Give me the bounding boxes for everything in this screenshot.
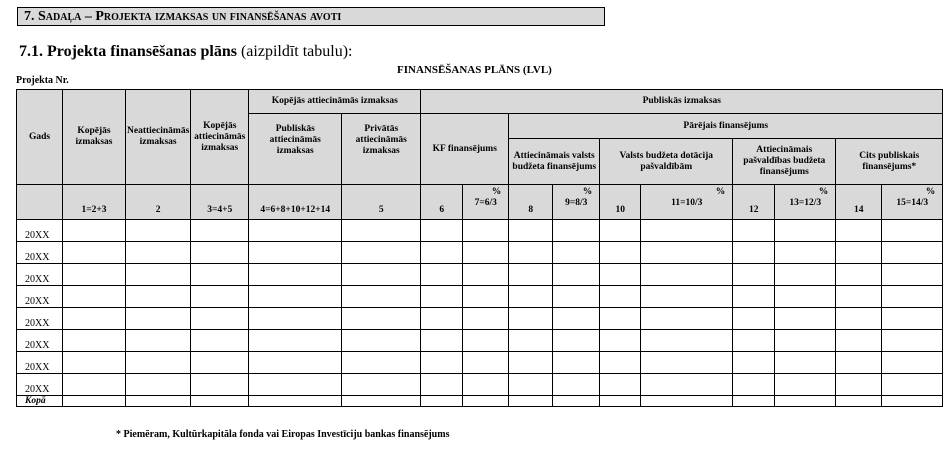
year-cell: 20XX bbox=[17, 264, 63, 286]
header-kopejas-izmaksas: Kopējās izmaksas bbox=[63, 90, 126, 185]
financing-plan-table bbox=[16, 89, 943, 407]
percent-symbol: % bbox=[925, 187, 936, 197]
table-row bbox=[17, 264, 943, 286]
formula-cell: 14 bbox=[836, 185, 882, 220]
footnote: * Piemēram, Kultūrkapitāla fonda vai Eiropas Investīciju bankas finansējums bbox=[116, 429, 450, 440]
table-row bbox=[17, 330, 943, 352]
year-cell: 20XX bbox=[17, 374, 63, 396]
header-kf-finansejums: KF finansējums bbox=[421, 114, 509, 185]
formula-pct-cell: % 15=14/3 bbox=[882, 185, 943, 220]
formula-cell: 10 bbox=[600, 185, 641, 220]
formula-cell: 8 bbox=[509, 185, 553, 220]
group-kopejas-attiecinamas: Kopējās attiecināmās izmaksas bbox=[249, 90, 421, 114]
header-privatas-attiecinamas: Privātās attiecināmās izmaksas bbox=[342, 114, 421, 185]
section-title: 7. Sadaļa – Projekta izmaksas un finansēšanas avoti bbox=[24, 9, 342, 24]
formula-cell: 2 bbox=[126, 185, 191, 220]
total-row bbox=[17, 396, 943, 407]
percent-symbol: % bbox=[491, 187, 502, 197]
header-dotacija-pasvaldibam: Valsts budžeta dotācija pašvaldībām bbox=[600, 139, 733, 185]
year-cell: 20XX bbox=[17, 330, 63, 352]
table-row bbox=[17, 352, 943, 374]
header-gads: Gads bbox=[17, 90, 63, 185]
formula-cell: 3=4+5 bbox=[191, 185, 249, 220]
table-row bbox=[17, 374, 943, 396]
table-row bbox=[17, 308, 943, 330]
group-publiskas-izmaksas: Publiskās izmaksas bbox=[421, 90, 943, 114]
formula-cell: 5 bbox=[342, 185, 421, 220]
group-parejais-finansejums: Pārējais finansējums bbox=[509, 114, 943, 139]
year-cell: 20XX bbox=[17, 352, 63, 374]
percent-symbol: % bbox=[715, 187, 726, 197]
table-row bbox=[17, 242, 943, 264]
header-cits-publiskais: Cits publiskais finansējums* bbox=[836, 139, 943, 185]
formula-cell bbox=[17, 185, 63, 220]
formula-cell: 4=6+8+10+12+14 bbox=[249, 185, 342, 220]
header-valsts-budzeta: Attiecināmais valsts budžeta finansējums bbox=[509, 139, 600, 185]
formula-cell: 12 bbox=[733, 185, 775, 220]
percent-symbol: % bbox=[582, 187, 593, 197]
percent-symbol: % bbox=[818, 187, 829, 197]
header-neattiecinamas: Neattiecināmās izmaksas bbox=[126, 90, 191, 185]
formula-pct-cell: % 7=6/3 bbox=[463, 185, 509, 220]
subheading: 7.1. Projekta finansēšanas plāns (aizpildīt tabulu): bbox=[19, 43, 353, 60]
formula-pct-cell: % 9=8/3 bbox=[553, 185, 600, 220]
table-row bbox=[17, 286, 943, 308]
project-number-label: Projekta Nr. bbox=[16, 75, 69, 86]
year-cell: 20XX bbox=[17, 308, 63, 330]
formula-cell: 1=2+3 bbox=[63, 185, 126, 220]
section-header-bar bbox=[17, 7, 605, 26]
year-cell: 20XX bbox=[17, 242, 63, 264]
formula-cell: 6 bbox=[421, 185, 463, 220]
header-pasvaldibas-budzeta: Attiecināmais pašvaldības budžeta finansējums bbox=[733, 139, 836, 185]
total-label: Kopā bbox=[17, 396, 63, 407]
formula-pct-cell: % 13=12/3 bbox=[775, 185, 836, 220]
year-cell: 20XX bbox=[17, 220, 63, 242]
table-row bbox=[17, 220, 943, 242]
header-publiskas-attiecinamas: Publiskās attiecināmās izmaksas bbox=[249, 114, 342, 185]
formula-pct-cell: % 11=10/3 bbox=[641, 185, 733, 220]
year-cell: 20XX bbox=[17, 286, 63, 308]
table-caption: FINANSĒŠANAS PLĀNS (LVL) bbox=[397, 64, 552, 76]
header-kopejas-attiecinamas: Kopējās attiecināmās izmaksas bbox=[191, 90, 249, 185]
